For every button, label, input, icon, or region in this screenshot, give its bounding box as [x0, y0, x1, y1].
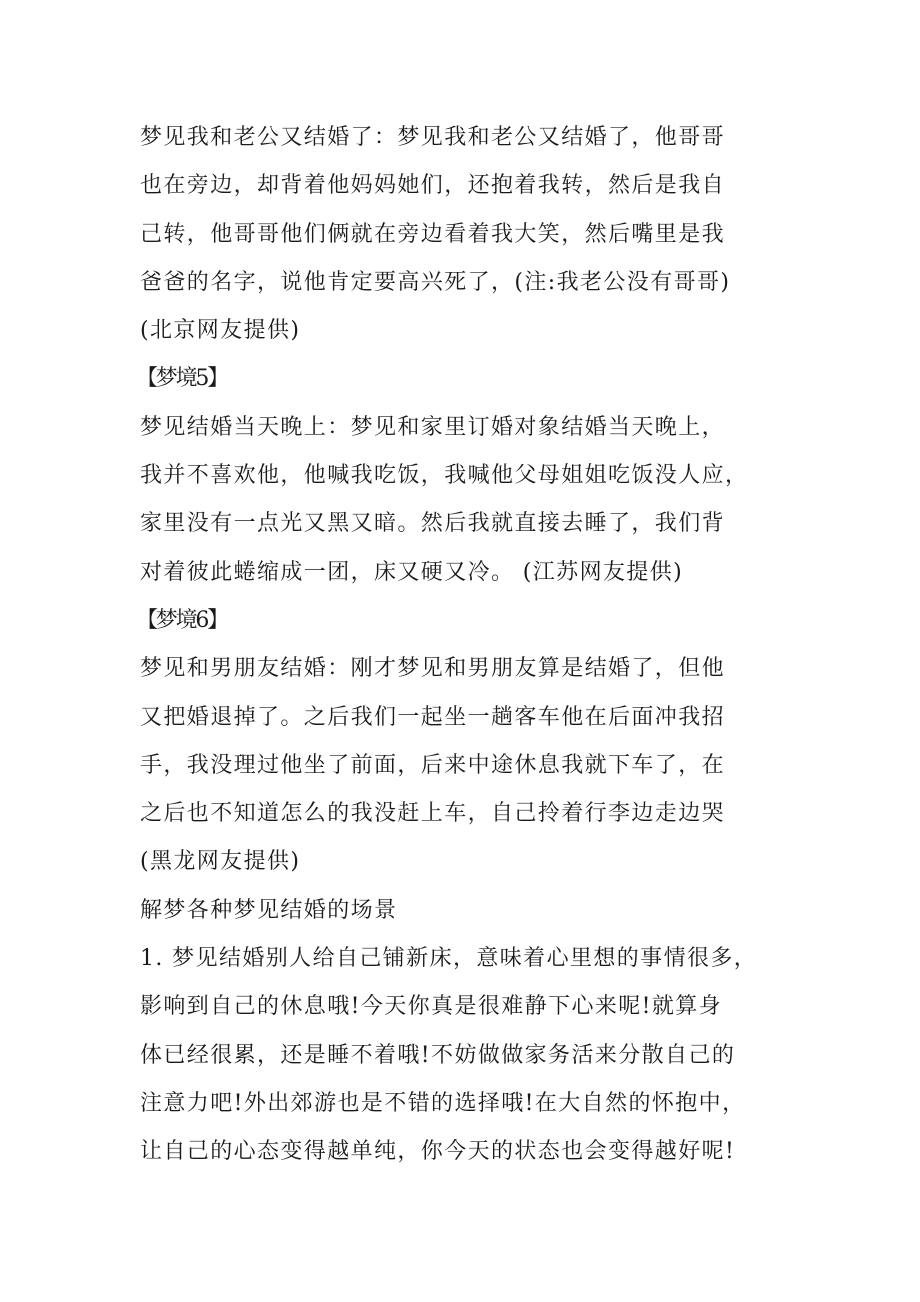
paragraph-line: 注意力吧!外出郊游也是不错的选择哦!在大自然的怀抱中， — [140, 1090, 746, 1116]
paragraph-line: 家里没有一点光又黑又暗。然后我就直接去睡了，我们背 — [140, 511, 726, 537]
paragraph-line: 1. 梦见结婚别人给自己铺新床，意味着心里想的事情很多， — [140, 946, 758, 972]
paragraph-line: 手，我没理过他坐了前面，后来中途休息我就下车了，在 — [140, 752, 726, 778]
paragraph-line: 之后也不知道怎么的我没赶上车，自己拎着行李边走边哭 — [140, 801, 726, 827]
paragraph-line: 己转，他哥哥他们俩就在旁边看着我大笑，然后嘴里是我 — [140, 221, 726, 247]
document-body — [136, 114, 790, 1177]
paragraph-line: (黑龙网友提供) — [140, 849, 301, 875]
paragraph-line: 我并不喜欢他，他喊我吃饭，我喊他父母姐姐吃饭没人应， — [140, 463, 749, 489]
paragraph-line: 梦见和男朋友结婚：刚才梦见和男朋友算是结婚了，但他 — [140, 656, 726, 682]
paragraph-line: 对着彼此蜷缩成一团，床又硬又冷。 (江苏网友提供) — [140, 559, 684, 585]
paragraph-line: 梦见结婚当天晚上：梦见和家里订婚对象结婚当天晚上， — [140, 414, 726, 440]
paragraph-line: 梦见我和老公又结婚了：梦见我和老公又结婚了，他哥哥 — [140, 125, 726, 150]
paragraph-line: 又把婚退掉了。之后我们一起坐一趟客车他在后面冲我招 — [140, 704, 726, 730]
paragraph-line: (北京网友提供) — [140, 318, 301, 344]
paragraph-line: 让自己的心态变得越单纯，你今天的状态也会变得越好呢! — [140, 1139, 736, 1165]
paragraph-line: 影响到自己的休息哦!今天你真是很难静下心来呢!就算身 — [140, 994, 723, 1020]
paragraph-line: 也在旁边，却背着他妈妈她们，还抱着我转，然后是我自 — [140, 173, 726, 199]
dream-heading-5: 【梦境5】 — [136, 366, 227, 392]
paragraph-line: 体已经很累，还是睡不着哦!不妨做做家务活来分散自己的 — [140, 1042, 736, 1068]
paragraph-line: 爸爸的名字，说他肯定要高兴死了，(注:我老公没有哥哥) — [140, 269, 731, 295]
dream-heading-6: 【梦境6】 — [136, 607, 227, 633]
section-title: 解梦各种梦见结婚的场景 — [140, 897, 398, 923]
